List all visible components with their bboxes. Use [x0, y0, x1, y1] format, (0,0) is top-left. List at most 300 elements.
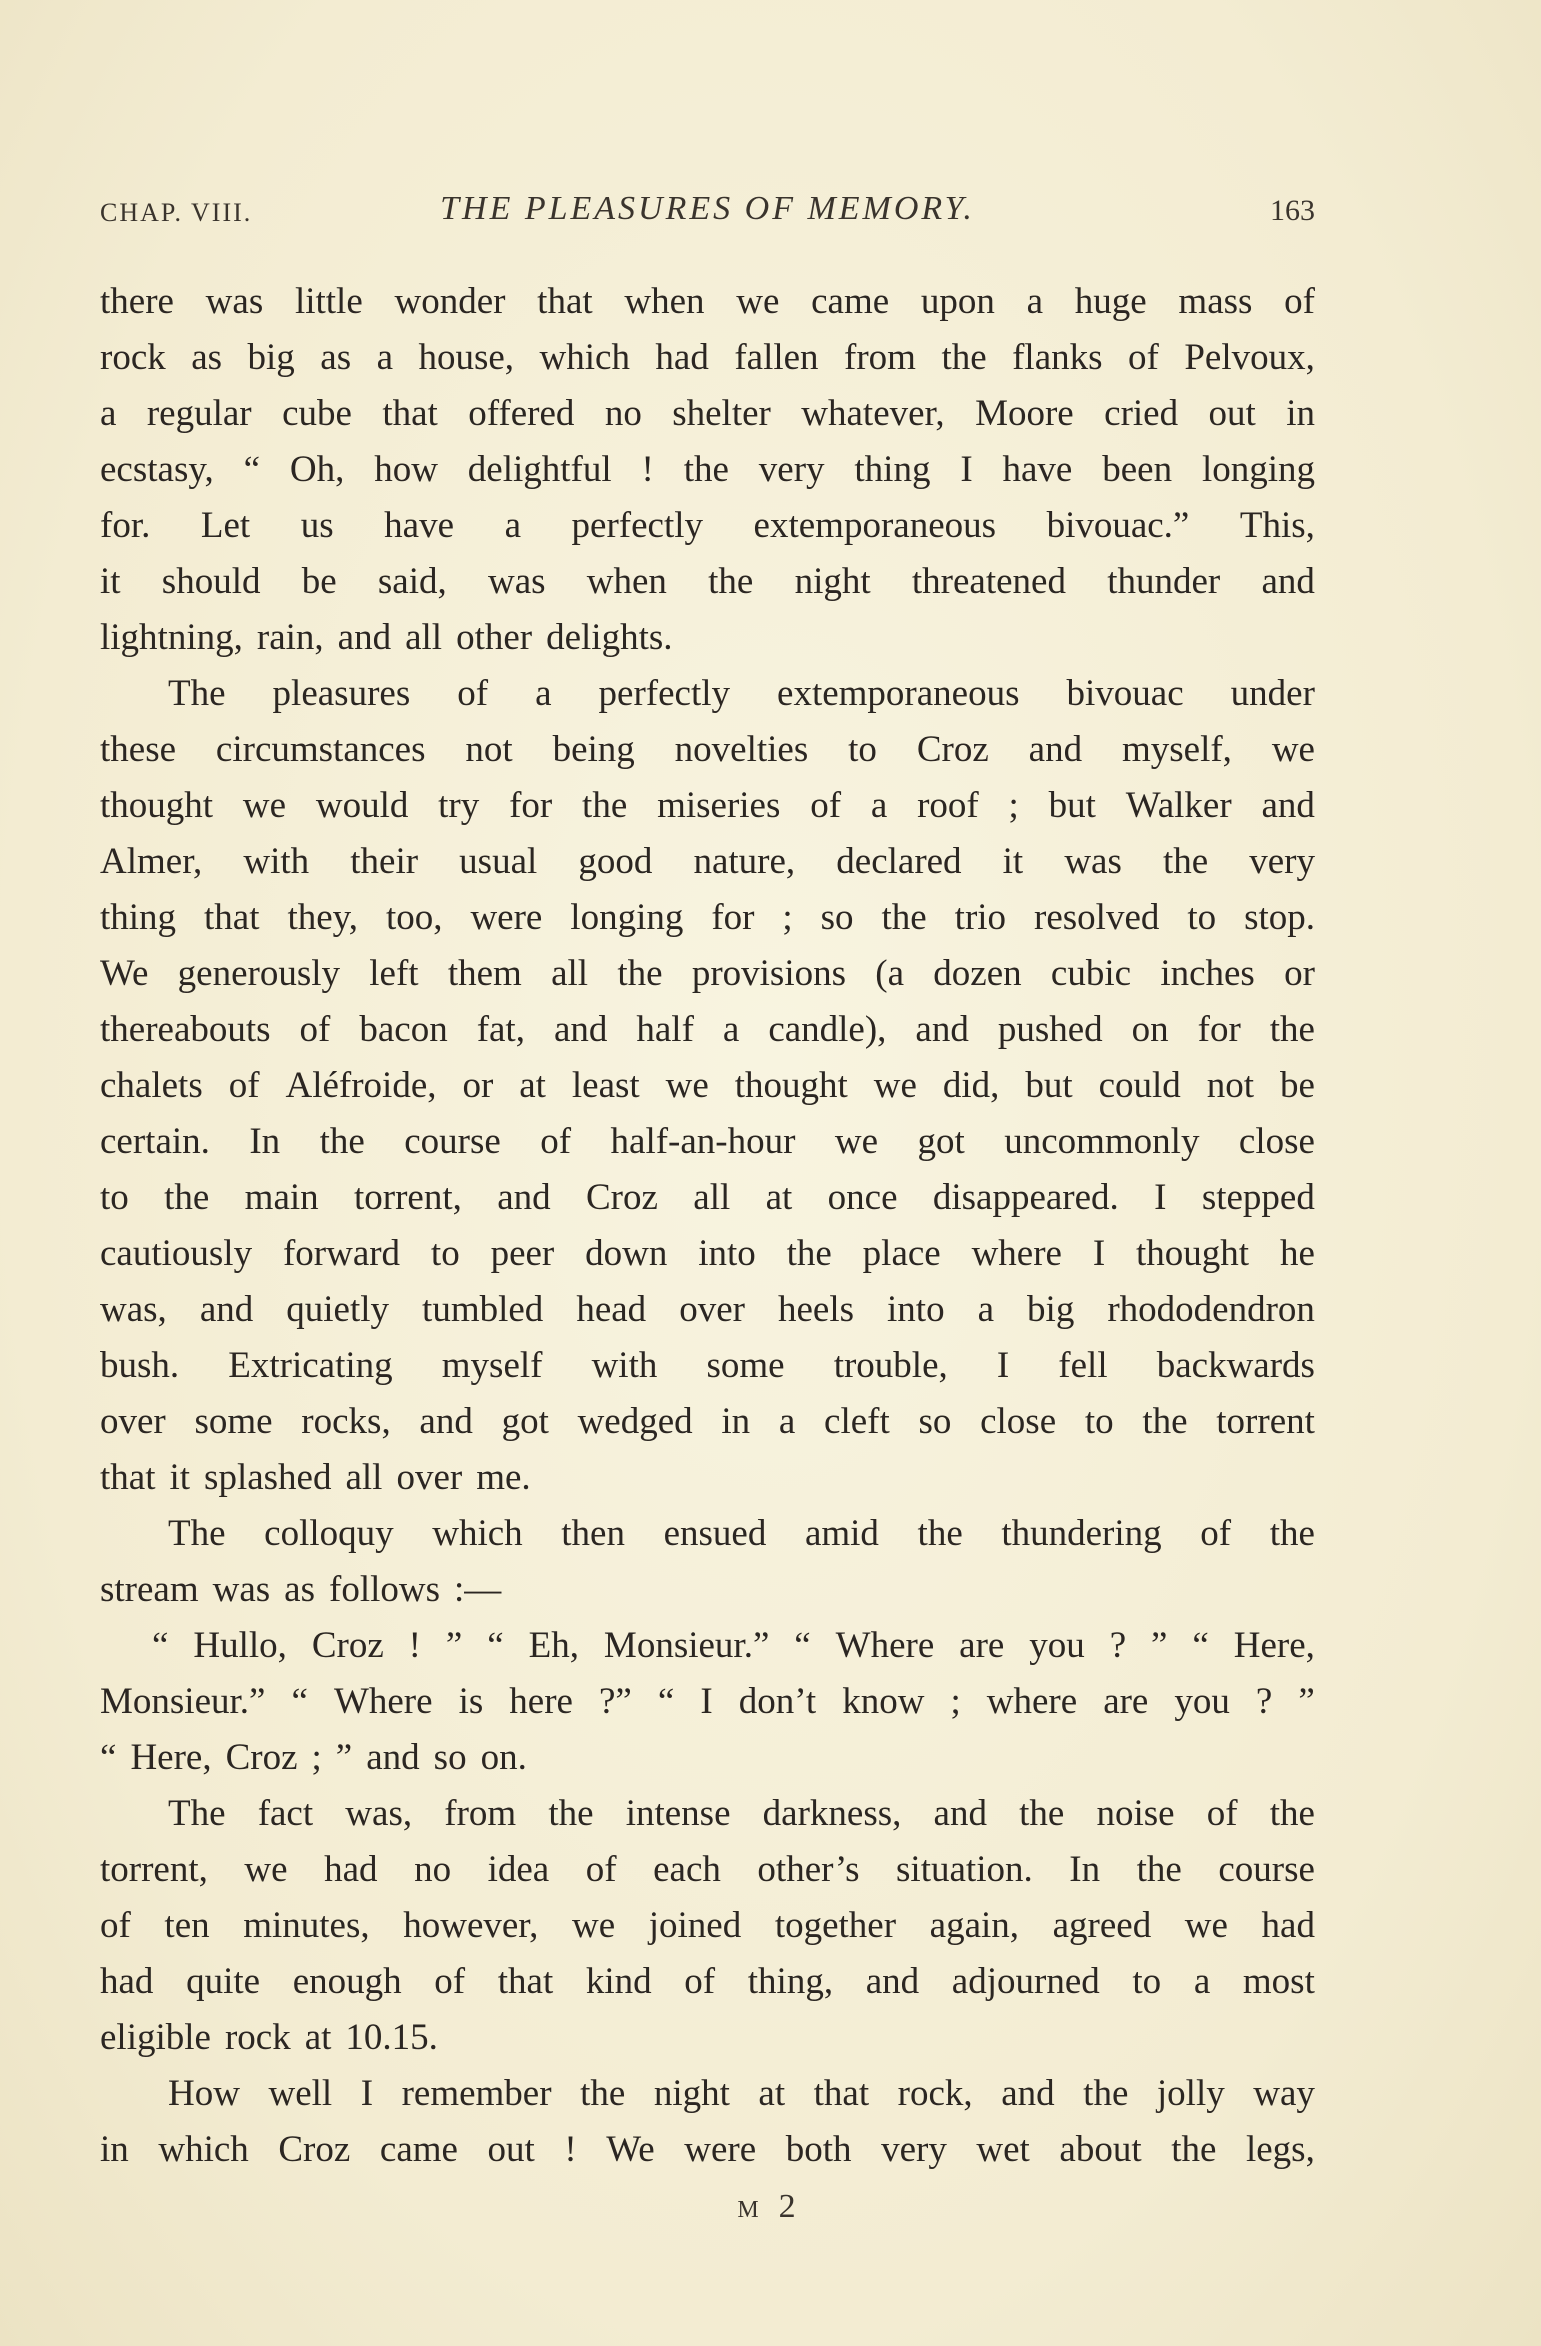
word: !	[564, 2129, 577, 2170]
word: (a	[875, 953, 905, 994]
word: the	[582, 785, 628, 826]
word: and	[337, 617, 392, 658]
word: ten	[164, 1905, 210, 1946]
text-line	[100, 2122, 1315, 2178]
word: fact	[257, 1793, 314, 1834]
word: big	[1027, 1289, 1075, 1330]
word: the	[941, 337, 987, 378]
text-line	[100, 386, 1315, 442]
word: ecstasy,	[100, 449, 214, 490]
word: that	[497, 1961, 554, 2002]
word: no	[604, 393, 642, 434]
word: some	[706, 1345, 785, 1386]
word: disappeared.	[932, 1177, 1119, 1218]
word: the	[319, 1121, 365, 1162]
word: had	[100, 1961, 154, 2002]
word: a	[977, 1289, 995, 1330]
word: was	[212, 1569, 271, 1610]
word: generously	[177, 953, 341, 994]
word: backwards	[1156, 1345, 1315, 1386]
word: the	[786, 1233, 832, 1274]
word: “	[291, 1681, 308, 1722]
word: a	[504, 505, 521, 546]
word: Hullo,	[193, 1625, 287, 1666]
word: as	[320, 337, 352, 378]
word: when	[586, 561, 667, 602]
word: extemporaneous	[777, 673, 1020, 714]
word: longing	[1201, 449, 1315, 490]
word: so	[820, 897, 854, 938]
word: regular	[146, 393, 252, 434]
word: night	[794, 561, 871, 602]
text-line	[100, 1394, 1315, 1450]
word: Monsieur.”	[100, 1681, 266, 1722]
word: the	[1162, 841, 1209, 882]
word: us	[300, 505, 334, 546]
word: we	[834, 1121, 879, 1162]
word: we	[244, 1849, 288, 1890]
word: myself,	[1121, 729, 1232, 770]
word: rock	[100, 337, 166, 378]
word: darkness,	[762, 1793, 902, 1834]
word: I	[700, 1681, 713, 1722]
word: the	[1142, 1401, 1188, 1442]
word: when	[624, 281, 705, 322]
word: eligible	[100, 2017, 211, 2058]
word: that	[813, 2073, 870, 2114]
word: wonder	[394, 281, 506, 322]
word: good	[578, 841, 653, 882]
word: was,	[345, 1793, 413, 1834]
word: trouble,	[833, 1345, 948, 1386]
word: cubic	[1050, 953, 1132, 994]
word: ”	[1151, 1625, 1168, 1666]
word: that	[204, 897, 260, 938]
word: once	[827, 1177, 898, 1218]
word: ensued	[663, 1513, 767, 1554]
text-line	[100, 442, 1315, 498]
word: Croz	[586, 1177, 658, 1218]
word: the	[164, 1177, 210, 1218]
word: cube	[282, 393, 352, 434]
word: to	[430, 1233, 460, 1274]
word: heels	[777, 1289, 854, 1330]
word: we	[242, 785, 287, 826]
word: both	[785, 2129, 852, 2170]
word: into	[887, 1289, 945, 1330]
word: and	[865, 1961, 920, 2002]
word: bivouac	[1066, 673, 1184, 714]
word: and	[199, 1289, 254, 1330]
word: of	[457, 673, 489, 714]
word: where	[971, 1233, 1062, 1274]
page-number: 163	[1270, 194, 1315, 227]
word: How	[168, 2073, 240, 2114]
word: miseries	[657, 785, 781, 826]
word: head	[576, 1289, 647, 1330]
word: stop.	[1244, 897, 1315, 938]
word: ;	[1008, 785, 1019, 826]
text-line	[100, 1786, 1315, 1842]
word: We	[606, 2129, 655, 2170]
word: we	[665, 1065, 709, 1106]
text-line	[100, 946, 1315, 1002]
word: there	[100, 281, 174, 322]
word: are	[1103, 1681, 1149, 1722]
word: not	[465, 729, 513, 770]
word: idea	[487, 1849, 550, 1890]
word: half-an-hour	[610, 1121, 796, 1162]
word: so	[433, 1737, 467, 1778]
word: for	[509, 785, 553, 826]
word: too,	[385, 897, 443, 938]
text-line	[100, 1114, 1315, 1170]
word: rain,	[256, 617, 324, 658]
word: The	[168, 673, 226, 714]
word: The	[168, 1513, 226, 1554]
word: remember	[401, 2073, 552, 2114]
word: big	[247, 337, 295, 378]
word: been	[1102, 449, 1173, 490]
text-line	[100, 1506, 1315, 1562]
word: had	[324, 1849, 378, 1890]
word: novelties	[674, 729, 809, 770]
word: Here,	[130, 1737, 212, 1778]
word: In	[1069, 1849, 1101, 1890]
signature-number: 2	[778, 2188, 804, 2225]
word: we	[571, 1905, 616, 1946]
word: thundering	[1001, 1513, 1162, 1554]
word: whatever,	[801, 393, 945, 434]
text-line	[100, 274, 1315, 330]
word: out	[1208, 393, 1256, 434]
word: know	[842, 1681, 925, 1722]
word: at	[519, 1065, 546, 1106]
word: ”	[1298, 1681, 1315, 1722]
word: uncommonly	[1004, 1121, 1200, 1162]
word: the	[1269, 1793, 1315, 1834]
word: of	[540, 1121, 572, 1162]
word: as	[191, 337, 223, 378]
word: a	[870, 785, 888, 826]
word: rock	[224, 2017, 291, 2058]
word: Croz	[916, 729, 989, 770]
word: had	[1261, 1905, 1315, 1946]
word: of	[1128, 337, 1159, 378]
word: circumstances	[215, 729, 426, 770]
word: the	[548, 1793, 594, 1834]
word: under	[1230, 673, 1315, 714]
word: me.	[476, 1457, 531, 1498]
word: it	[169, 1457, 191, 1498]
word: was	[1064, 841, 1122, 882]
word: Croz	[225, 1737, 298, 1778]
word: that	[382, 393, 438, 434]
word: dozen	[933, 953, 1022, 994]
word: at	[765, 1177, 793, 1218]
word: of	[299, 1009, 331, 1050]
word: and	[1261, 785, 1315, 826]
word: Let	[200, 505, 251, 546]
word: course	[404, 1121, 501, 1162]
word: follows	[329, 1569, 440, 1610]
word: huge	[1074, 281, 1147, 322]
word: Pelvoux,	[1184, 337, 1315, 378]
word: was	[205, 281, 264, 322]
word: !	[408, 1625, 421, 1666]
word: noise	[1096, 1793, 1175, 1834]
word: thing,	[747, 1961, 834, 2002]
word: you	[1029, 1625, 1085, 1666]
word: rhododendron	[1107, 1289, 1315, 1330]
word: thunder	[1107, 561, 1221, 602]
word: and	[553, 1009, 608, 1050]
text-line	[100, 330, 1315, 386]
word: upon	[920, 281, 995, 322]
word: stepped	[1201, 1177, 1315, 1218]
word: :—	[454, 1569, 502, 1610]
word: Extricating	[228, 1345, 393, 1386]
word: declared	[836, 841, 962, 882]
word: bacon	[359, 1009, 448, 1050]
word: very	[1249, 841, 1315, 882]
word: the	[1269, 1513, 1315, 1554]
word: and	[497, 1177, 551, 1218]
word: for	[1197, 1009, 1241, 1050]
word: and	[419, 1401, 473, 1442]
word: at	[304, 2017, 332, 2058]
word: which	[539, 337, 630, 378]
text-line	[100, 498, 1315, 554]
text-line	[100, 1282, 1315, 1338]
word: I	[360, 2073, 374, 2114]
word: longing	[570, 897, 684, 938]
text-line	[100, 1842, 1315, 1898]
word: of	[100, 1905, 131, 1946]
word: “	[152, 1625, 169, 1666]
word: ?”	[599, 1681, 632, 1722]
word: a	[100, 393, 117, 434]
word: as	[284, 1569, 315, 1610]
word: nature,	[693, 841, 796, 882]
text-line	[100, 1562, 1315, 1618]
word: should	[161, 561, 261, 602]
word: stream	[100, 1569, 199, 1610]
word: all	[693, 1177, 731, 1218]
word: thing	[854, 449, 931, 490]
word: where	[986, 1681, 1078, 1722]
word: of	[810, 785, 842, 826]
word: all	[345, 1457, 383, 1498]
word: and	[1261, 561, 1315, 602]
word: rock,	[897, 2073, 973, 2114]
word: together	[774, 1905, 897, 1946]
word: forward	[282, 1233, 401, 1274]
word: ”	[335, 1737, 353, 1778]
word: but	[1025, 1065, 1073, 1106]
text-line	[100, 610, 1315, 666]
word: try	[438, 785, 480, 826]
word: how	[374, 449, 438, 490]
word: of	[1206, 1793, 1238, 1834]
word: Oh,	[289, 449, 345, 490]
word: of	[1284, 281, 1315, 322]
word: In	[249, 1121, 281, 1162]
text-line	[100, 1170, 1315, 1226]
word: We	[100, 953, 149, 994]
word: thing	[100, 897, 177, 938]
word: the	[708, 561, 754, 602]
word: had	[655, 337, 709, 378]
word: splashed	[204, 1457, 332, 1498]
word: myself	[441, 1345, 543, 1386]
word: on.	[480, 1737, 527, 1778]
word: for	[711, 897, 755, 938]
word: of	[228, 1065, 260, 1106]
word: “	[1192, 1625, 1209, 1666]
word: torrent	[1216, 1401, 1315, 1442]
text-line	[100, 666, 1315, 722]
word: jolly	[1156, 2073, 1225, 2114]
text-line	[100, 1674, 1315, 1730]
word: not	[1206, 1065, 1255, 1106]
printer-signature	[0, 2188, 1541, 2226]
word: over	[100, 1401, 166, 1442]
word: over	[679, 1289, 745, 1330]
word: other’s	[757, 1849, 860, 1890]
word: least	[571, 1065, 640, 1106]
word: kind	[585, 1961, 652, 2002]
word: legs,	[1245, 2129, 1315, 2170]
word: peer	[490, 1233, 555, 1274]
text-line	[100, 722, 1315, 778]
word: fat,	[476, 1009, 525, 1050]
word: wedged	[577, 1401, 693, 1442]
word: ;	[782, 897, 793, 938]
word: here	[509, 1681, 573, 1722]
word: have	[1002, 449, 1073, 490]
word: be	[301, 561, 337, 602]
word: provisions	[691, 953, 847, 994]
word: Where	[835, 1625, 935, 1666]
word: torrent,	[100, 1849, 208, 1890]
text-line	[100, 1954, 1315, 2010]
word: the	[1083, 2073, 1129, 2114]
word: however,	[403, 1905, 539, 1946]
word: adjourned	[951, 1961, 1100, 2002]
word: and	[915, 1009, 969, 1050]
word: ;	[311, 1737, 322, 1778]
word: enough	[292, 1961, 402, 2002]
word: that	[537, 281, 593, 322]
word: you	[1174, 1681, 1230, 1722]
word: with	[591, 1345, 658, 1386]
text-line	[100, 2066, 1315, 2122]
word: trio	[954, 897, 1007, 938]
word: for.	[100, 505, 151, 546]
word: a	[778, 1401, 796, 1442]
word: be	[1280, 1065, 1315, 1106]
word: Croz	[311, 1625, 384, 1666]
word: each	[653, 1849, 721, 1890]
word: from	[444, 1793, 517, 1834]
text-line	[100, 834, 1315, 890]
word: pleasures	[272, 673, 411, 714]
word: or	[462, 1065, 494, 1106]
word: them	[447, 953, 522, 994]
word: most	[1242, 1961, 1315, 2002]
word: and	[1001, 2073, 1055, 2114]
word: the	[881, 897, 927, 938]
word: they,	[287, 897, 359, 938]
word: over	[396, 1457, 463, 1498]
word: ”	[445, 1625, 463, 1666]
word: to	[848, 729, 877, 770]
word: wet	[976, 2129, 1030, 2170]
word: extemporaneous	[753, 505, 997, 546]
word: minutes,	[243, 1905, 370, 1946]
word: The	[168, 1793, 226, 1834]
word: it	[1002, 841, 1024, 882]
word: no	[414, 1849, 452, 1890]
word: threatened	[911, 561, 1066, 602]
word: down	[585, 1233, 668, 1274]
word: were	[684, 2129, 757, 2170]
word: then	[561, 1513, 625, 1554]
word: their	[350, 841, 419, 882]
text-line	[100, 2010, 1315, 2066]
word: quietly	[286, 1289, 390, 1330]
chapter-title: THE PLEASURES OF MEMORY.	[440, 190, 975, 227]
word: the	[1136, 1849, 1182, 1890]
word: at	[758, 2073, 786, 2114]
word: came	[811, 281, 890, 322]
word: thought	[100, 785, 214, 826]
word: the	[617, 953, 663, 994]
word: said,	[377, 561, 447, 602]
text-line	[100, 778, 1315, 834]
word: candle),	[768, 1009, 887, 1050]
word: in	[100, 2129, 129, 2170]
word: fallen	[734, 337, 819, 378]
signature-letter: M	[737, 2197, 761, 2223]
word: agreed	[1052, 1905, 1152, 1946]
text-line	[100, 554, 1315, 610]
word: well	[268, 2073, 333, 2114]
word: little	[294, 281, 363, 322]
word: the	[917, 1513, 963, 1554]
word: offered	[468, 393, 575, 434]
text-line	[100, 1730, 1315, 1786]
word: the	[1019, 1793, 1065, 1834]
word: close	[980, 1401, 1057, 1442]
word: other	[456, 617, 533, 658]
word: !	[641, 449, 654, 490]
word: a	[535, 673, 552, 714]
word: resolved	[1034, 897, 1160, 938]
word: colloquy	[264, 1513, 394, 1554]
text-line	[100, 1002, 1315, 1058]
word: have	[384, 505, 455, 546]
word: house,	[418, 337, 515, 378]
word: so	[918, 1401, 952, 1442]
word: about	[1059, 2129, 1142, 2170]
text-line	[100, 1226, 1315, 1282]
word: could	[1098, 1065, 1181, 1106]
running-head	[100, 190, 1315, 230]
word: a	[1026, 281, 1044, 322]
word: the	[683, 449, 729, 490]
